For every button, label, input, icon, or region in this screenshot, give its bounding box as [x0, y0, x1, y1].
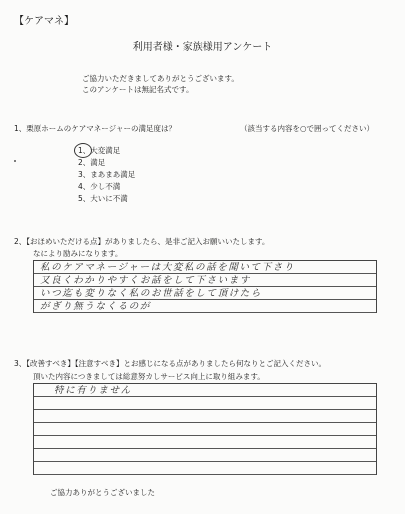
option-label: 2、満足 [78, 158, 106, 167]
answer-line [34, 300, 376, 313]
option-4[interactable] [78, 181, 135, 193]
handwritten-text: 私のケアマネージャーは大変私の話を聞いて下さり [40, 262, 295, 273]
handwritten-text: いつ迄も変りなく私のお世話をして頂けたら [40, 288, 263, 299]
option-label: 1、大変満足 [78, 146, 121, 155]
intro-line-1: ご協力いただきましてありがとうございます。 [82, 74, 239, 83]
option-2[interactable] [78, 157, 135, 169]
option-label: 4、少し不満 [78, 182, 121, 191]
question-1-hint: （該当する内容を○で囲ってください） [240, 124, 375, 133]
question-3-text: 3、【改善すべき】【注意すべき】とお感じになる点がありましたら何なりとご記入ください。 [14, 359, 326, 368]
question-2-sub: なにより励みになります。 [33, 249, 123, 258]
answer-line [34, 274, 376, 287]
question-1-text: 1、栗原ホームのケアマネージャーの満足度は？ [14, 124, 176, 133]
handwritten-text: 特に有りません [54, 385, 132, 396]
answer-line [34, 462, 376, 475]
question-3-answer-box[interactable] [33, 383, 377, 475]
category-tag: 【ケアマネ】 [14, 16, 74, 27]
answer-line [34, 384, 376, 397]
question-2-text: 2、【おほめいただける点】がありましたら、是非ご記入お願いいたします。 [14, 237, 270, 246]
page-title: 利用者様・家族様用アンケート [132, 42, 273, 53]
scan-speck [14, 160, 16, 162]
closing-thanks: ご協力ありがとうございました [50, 488, 155, 497]
option-1[interactable] [78, 145, 135, 157]
answer-line [34, 436, 376, 449]
question-1-options [78, 145, 135, 205]
intro-line-2: このアンケートは無記名式です。 [82, 85, 194, 94]
handwritten-text: がぎり無うなくるのが [40, 301, 152, 312]
selected-circle-mark [74, 143, 92, 158]
question-2-answer-box[interactable] [33, 260, 377, 313]
handwritten-text: 又良くわかりやすくお話をして下さいます [40, 275, 251, 286]
option-label: 5、大いに不満 [78, 194, 128, 203]
answer-line [34, 397, 376, 410]
answer-line [34, 423, 376, 436]
option-5[interactable] [78, 193, 135, 205]
question-3-sub: 頂いた内容につきましては総意努カしサービス向上に取り組みます。 [33, 372, 265, 381]
answer-line [34, 287, 376, 300]
answer-line [34, 449, 376, 462]
option-label: 3、まあまあ満足 [78, 170, 136, 179]
option-3[interactable] [78, 169, 135, 181]
answer-line [34, 410, 376, 423]
answer-line [34, 261, 376, 274]
